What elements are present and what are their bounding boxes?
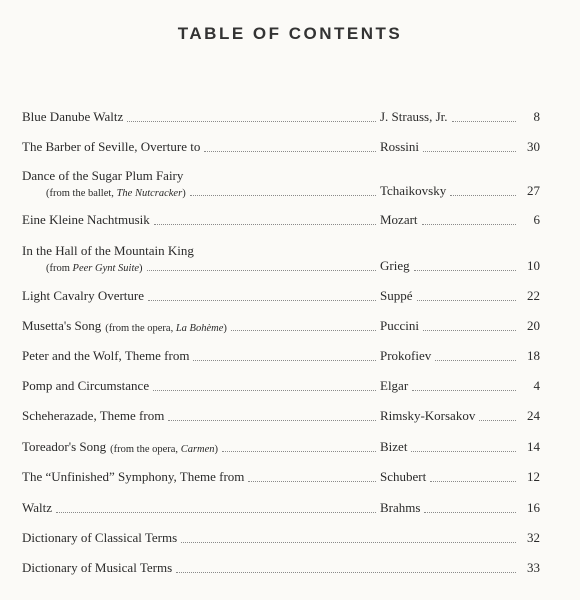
dot-leader <box>231 330 376 331</box>
entry-page: 32 <box>527 530 540 545</box>
entry-title: The “Unfinished” Symphony, Theme from <box>22 469 245 484</box>
entry-page: 22 <box>527 288 540 303</box>
entry-composer: Suppé <box>380 288 413 303</box>
entry-composer: Puccini <box>380 318 419 333</box>
entry-title: Toreador's Song <box>22 439 107 454</box>
dot-leader <box>204 151 376 152</box>
dot-leader <box>422 224 516 225</box>
dot-leader <box>148 300 376 301</box>
dot-leader <box>417 300 517 301</box>
entry-composer: Schubert <box>380 469 427 484</box>
dot-leader <box>414 270 516 271</box>
dot-leader <box>168 420 376 421</box>
dot-leader <box>147 270 376 271</box>
entry-page: 6 <box>533 212 540 227</box>
dot-leader <box>424 512 516 513</box>
dot-leader <box>430 481 516 482</box>
dot-leader <box>423 330 516 331</box>
entry-title: Waltz <box>22 500 52 515</box>
entry-page: 10 <box>527 258 540 273</box>
entry-title: Peter and the Wolf, Theme from <box>22 348 190 363</box>
entry-page: 30 <box>527 139 540 154</box>
dot-leader <box>176 572 516 573</box>
dot-leader <box>450 195 516 196</box>
entry-composer: Elgar <box>380 378 409 393</box>
dot-leader <box>56 512 376 513</box>
entry-title: Light Cavalry Overture <box>22 288 145 303</box>
entry-note: (from the ballet, The Nutcracker) <box>46 188 186 199</box>
entry-title: Dictionary of Classical Terms <box>22 530 178 545</box>
dot-leader <box>127 121 376 122</box>
dot-leader <box>412 390 516 391</box>
dot-leader <box>222 451 376 452</box>
entry-page: 4 <box>533 378 540 393</box>
entry-title: Musetta's Song <box>22 318 102 333</box>
entry-page: 16 <box>527 500 540 515</box>
entry-page: 24 <box>527 408 540 423</box>
entry-composer: Mozart <box>380 212 418 227</box>
entry-title: Eine Kleine Nachtmusik <box>22 212 150 227</box>
entry-title: The Barber of Seville, Overture to <box>22 139 201 154</box>
dot-leader <box>181 542 516 543</box>
dot-leader <box>423 151 516 152</box>
entry-composer: Bizet <box>380 439 408 454</box>
entry-composer: Brahms <box>380 500 421 515</box>
entry-note: (from the opera, Carmen) <box>110 444 219 455</box>
entry-page: 33 <box>527 560 540 575</box>
entry-page: 20 <box>527 318 540 333</box>
entry-note: (from Peer Gynt Suite) <box>46 263 143 274</box>
dot-leader <box>479 420 516 421</box>
dot-leader <box>435 360 516 361</box>
entry-page: 12 <box>527 469 540 484</box>
entry-composer: Tchaikovsky <box>380 183 447 198</box>
dot-leader <box>248 481 376 482</box>
entry-page: 14 <box>527 439 540 454</box>
dot-leader <box>190 195 376 196</box>
entry-title: Dance of the Sugar Plum Fairy <box>22 168 184 183</box>
entry-title: Pomp and Circumstance <box>22 378 150 393</box>
dot-leader <box>411 451 516 452</box>
entry-page: 8 <box>533 109 540 124</box>
entry-title: In the Hall of the Mountain King <box>22 243 194 258</box>
entry-title: Scheherazade, Theme from <box>22 408 165 423</box>
entry-title: Dictionary of Musical Terms <box>22 560 173 575</box>
entry-page: 18 <box>527 348 540 363</box>
entry-composer: Rossini <box>380 139 420 154</box>
entry-composer: J. Strauss, Jr. <box>380 109 448 124</box>
dot-leader <box>153 390 376 391</box>
page-title: TABLE OF CONTENTS <box>177 24 403 43</box>
dot-leader <box>452 121 516 122</box>
dot-leader <box>193 360 376 361</box>
entry-composer: Prokofiev <box>380 348 432 363</box>
entry-composer: Rimsky-Korsakov <box>380 408 476 423</box>
dot-leader <box>154 224 376 225</box>
entry-title: Blue Danube Waltz <box>22 109 124 124</box>
entry-note: (from the opera, La Bohème) <box>105 323 227 334</box>
entry-composer: Grieg <box>380 258 410 273</box>
entry-page: 27 <box>527 183 540 198</box>
